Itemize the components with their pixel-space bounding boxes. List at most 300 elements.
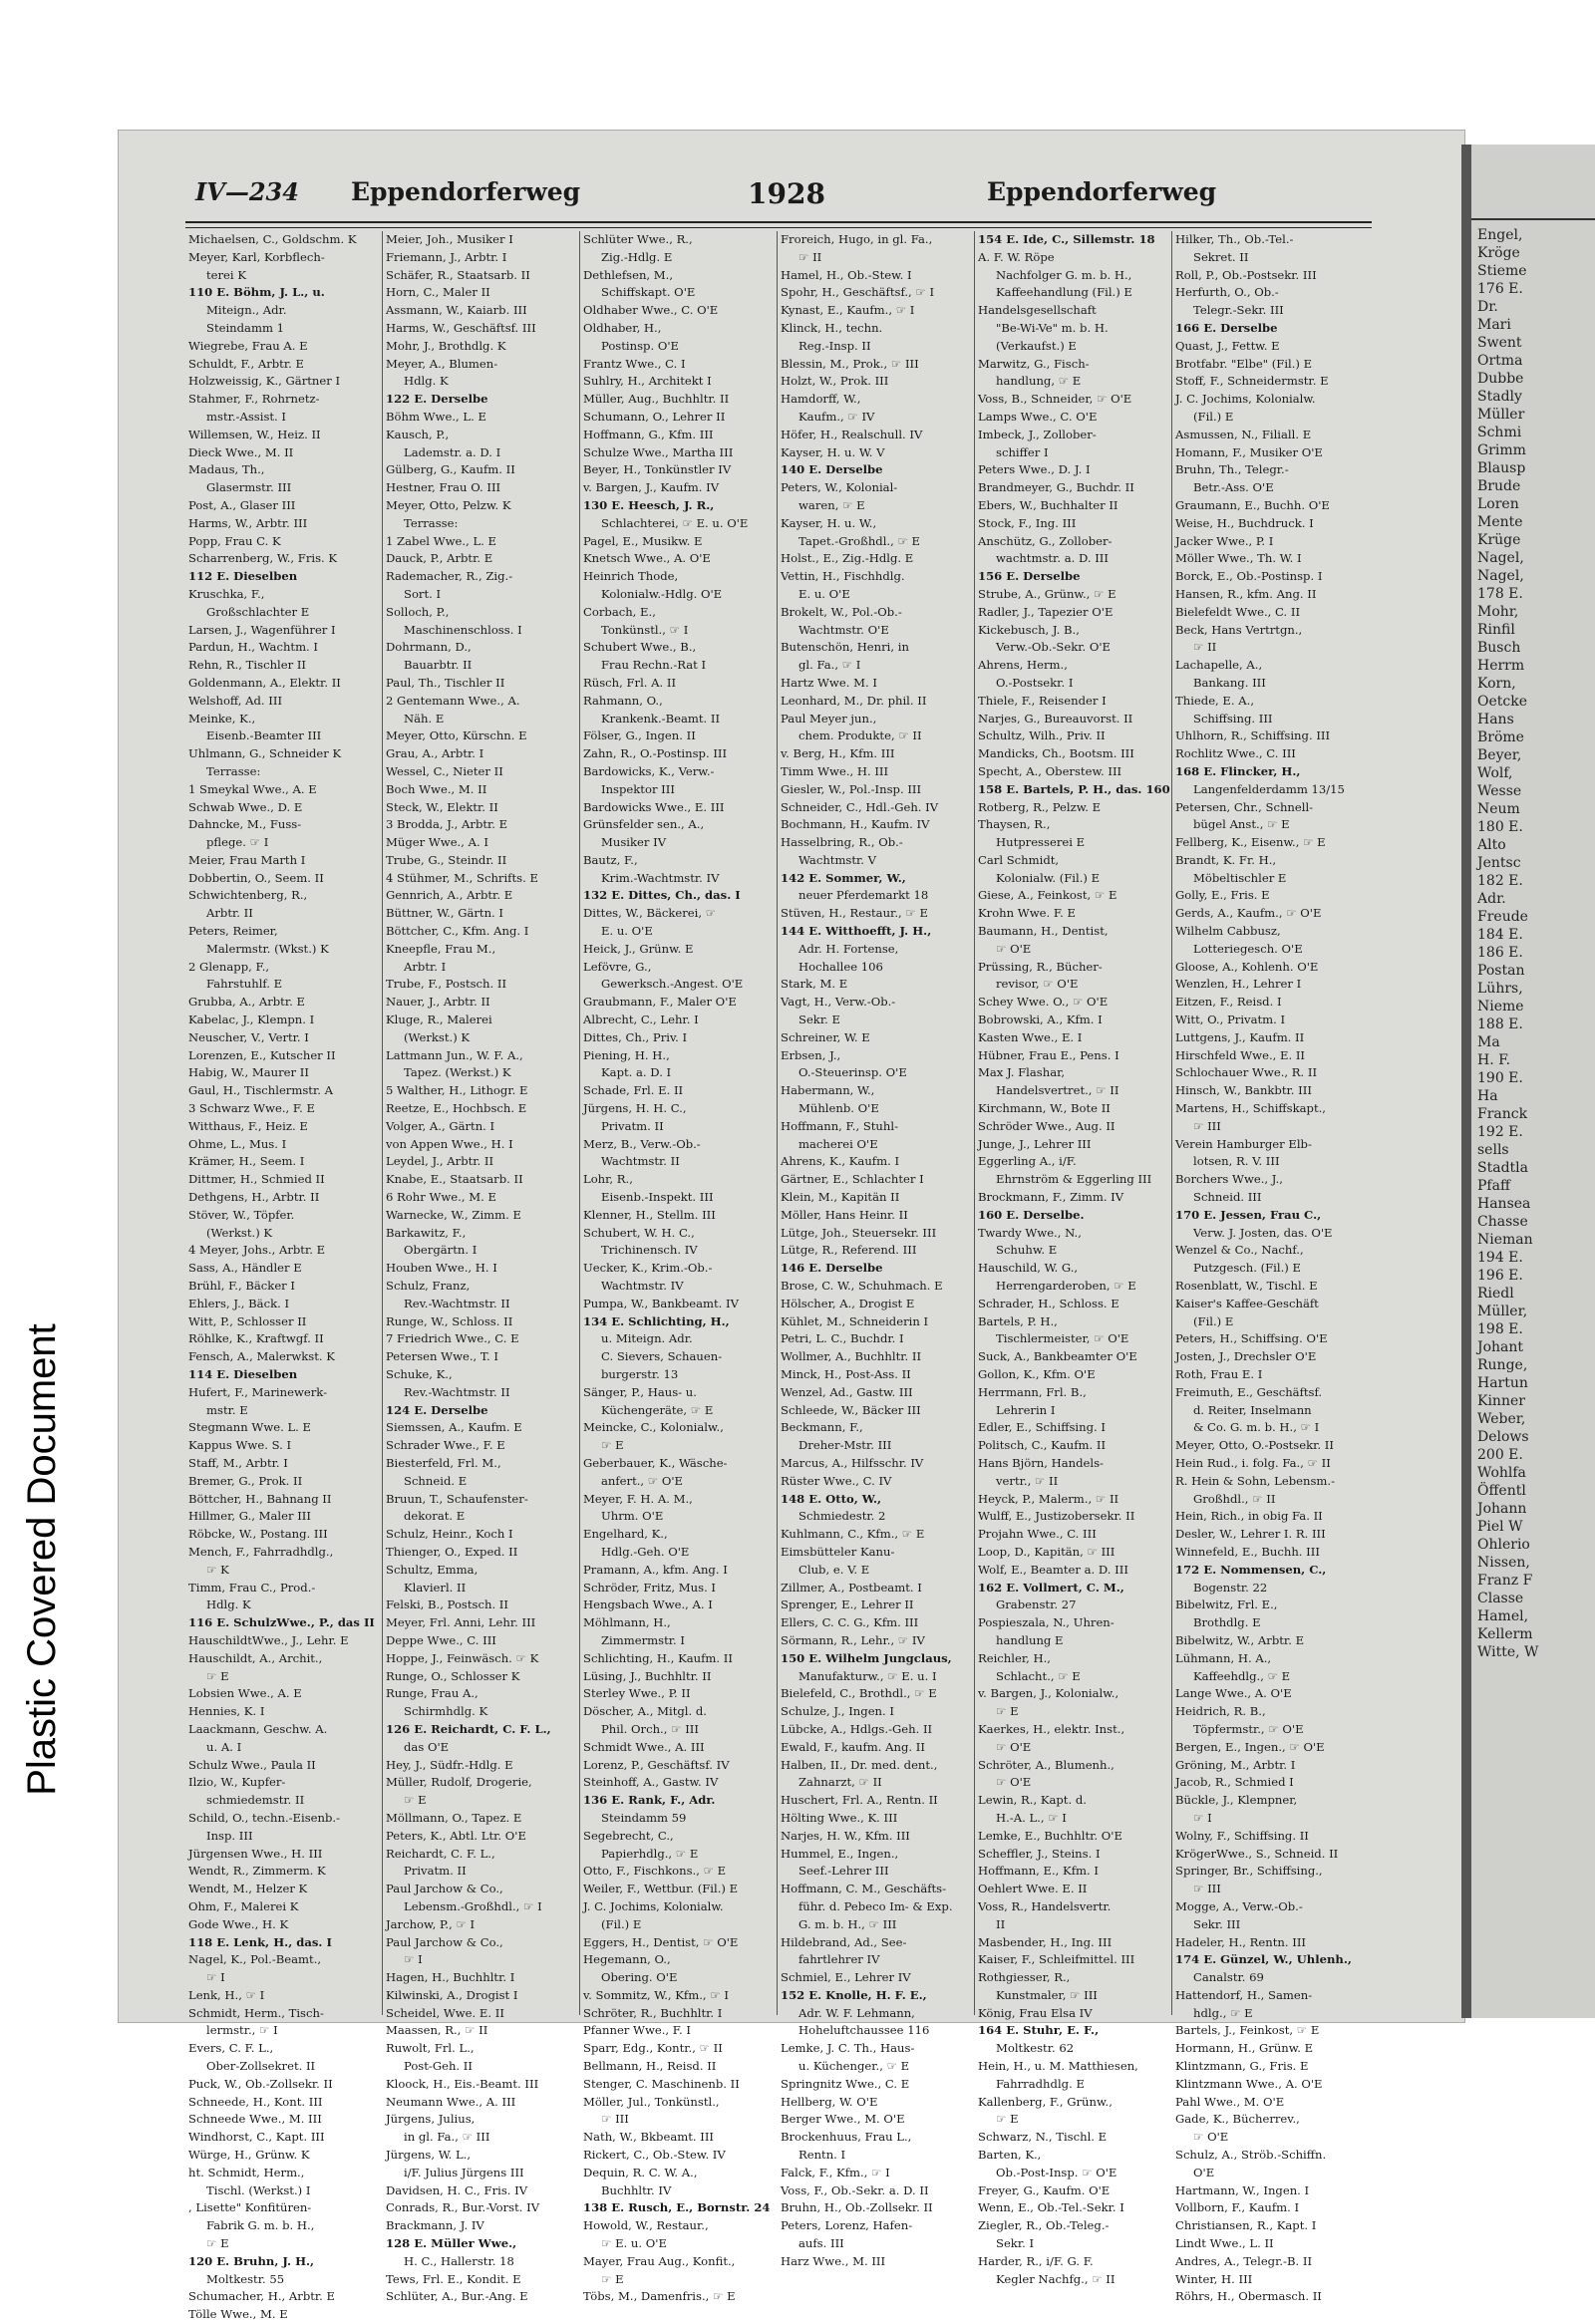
directory-entry: Brühl, F., Bäcker I xyxy=(188,1279,295,1294)
directory-entry: Scharrenberg, W., Fris. K xyxy=(188,551,338,566)
directory-entry: Zig.-Hdlg. E xyxy=(601,249,673,264)
directory-entry: Kolonialw.-Hdlg. O'E xyxy=(601,586,723,601)
directory-entry: 126 E. Reichardt, C. F. L., xyxy=(386,1721,551,1736)
directory-entry: Hutpresserei E xyxy=(996,835,1086,850)
adjacent-page-line: Hartun xyxy=(1477,1375,1528,1391)
directory-entry: Rochlitz Wwe., C. III xyxy=(1175,746,1296,761)
directory-entry: v. Bargen, J., Kolonialw., xyxy=(978,1686,1119,1701)
directory-entry: Schröder Wwe., Aug. II xyxy=(978,1118,1116,1133)
directory-entry: handlung E xyxy=(996,1632,1064,1647)
directory-entry: Borck, E., Ob.-Postinsp. I xyxy=(1175,569,1323,584)
directory-entry: Desler, W., Lehrer I. R. III xyxy=(1175,1527,1326,1542)
directory-entry: Schlachterei, ☞ E. u. O'E xyxy=(601,515,749,530)
directory-entry: Lademstr. a. D. I xyxy=(404,444,501,459)
directory-entry: Lorenzen, E., Kutscher II xyxy=(188,1047,336,1062)
directory-entry: Hildebrand, Ad., See- xyxy=(781,1934,907,1949)
directory-entry: ☞ I xyxy=(206,1970,225,1985)
directory-entry: 146 E. Derselbe xyxy=(781,1261,883,1276)
directory-entry: Kuhlmann, C., Kfm., ☞ E xyxy=(781,1527,925,1542)
directory-column-6 xyxy=(1172,231,1370,2304)
directory-entry: 156 E. Derselbe xyxy=(978,569,1081,584)
directory-entry: Harms, W., Geschäftsf. III xyxy=(386,320,536,335)
directory-entry: Knetsch Wwe., A. O'E xyxy=(583,551,711,566)
directory-entry: Hoffmann, G., Kfm. III xyxy=(583,427,714,441)
directory-entry: Hirschfeld Wwe., E. II xyxy=(1175,1047,1305,1062)
directory-entry: 142 E. Sommer, W., xyxy=(781,870,906,885)
directory-entry: Paul Jarchow & Co., xyxy=(386,1882,503,1896)
directory-entry: Otto, F., Fischkons., ☞ E xyxy=(583,1864,727,1879)
directory-entry: Halben, II., Dr. med. dent., xyxy=(781,1757,938,1772)
directory-entry: Prüssing, R., Bücher- xyxy=(978,959,1103,974)
directory-entry: Edler, E., Schiffsing. I xyxy=(978,1420,1106,1435)
directory-entry: Röhlke, K., Kraftwgf. II xyxy=(188,1331,324,1346)
directory-entry: E. u. O'E xyxy=(601,924,653,939)
directory-entry: R. Hein & Sohn, Lebensm.- xyxy=(1175,1473,1336,1488)
directory-entry: fahrtlehrer IV xyxy=(798,1952,880,1967)
directory-entry: Klenner, H., Stellm. III xyxy=(583,1207,716,1222)
directory-entry: Schlacht., ☞ E xyxy=(996,1668,1081,1683)
directory-entry: Thienger, O., Exped. II xyxy=(386,1544,518,1559)
directory-entry: Puck, W., Ob.-Zollsekr. II xyxy=(188,2076,333,2091)
adjacent-page-line: Weber, xyxy=(1477,1411,1526,1427)
adjacent-page-line: Hans xyxy=(1477,712,1514,727)
directory-entry: Hoffmann, E., Kfm. I xyxy=(978,1864,1099,1879)
directory-entry: Winnefeld, E., Buchh. III xyxy=(1175,1544,1320,1559)
directory-entry: Wachtmstr. V xyxy=(798,852,877,867)
directory-entry: 4 Stühmer, M., Schrifts. E xyxy=(386,870,538,885)
directory-entry: lotsen, R. V. III xyxy=(1193,1154,1280,1169)
directory-entry: Petri, L. C., Buchdr. I xyxy=(781,1331,904,1346)
directory-entry: Mogge, A., Verw.-Ob.- xyxy=(1175,1898,1303,1913)
directory-entry: Buchhltr. IV xyxy=(601,2182,672,2197)
directory-entry: Narjes, G., Bureauvorst. II xyxy=(978,711,1133,726)
adjacent-page-line: Ma xyxy=(1477,1034,1500,1050)
directory-entry: Bardowicks, K., Verw.- xyxy=(583,763,715,778)
adjacent-page-line: 184 E. xyxy=(1477,927,1523,943)
directory-entry: Voss, B., Schneider, ☞ O'E xyxy=(978,392,1132,407)
directory-entry: Schulze Wwe., Martha III xyxy=(583,444,734,459)
directory-entry: Eimsbütteler Kanu- xyxy=(781,1544,895,1559)
directory-entry: Maassen, R., ☞ II xyxy=(386,2023,488,2038)
directory-entry: Assmann, W., Kaiarb. III xyxy=(386,303,527,318)
directory-entry: Krohn Wwe. F. E xyxy=(978,906,1076,921)
directory-entry: Beyer, H., Tonkünstler IV xyxy=(583,462,732,477)
adjacent-page-line: Kinner xyxy=(1477,1393,1525,1409)
directory-entry: Bruhn, Th., Telegr.- xyxy=(1175,462,1289,477)
directory-entry: ☞ O'E xyxy=(996,1739,1032,1754)
directory-entry: Moltkestr. 62 xyxy=(996,2041,1075,2056)
directory-entry: Müller, Aug., Buchhltr. II xyxy=(583,392,730,407)
directory-entry: Nagel, K., Pol.-Beamt., xyxy=(188,1952,322,1967)
directory-entry: Eisenb.-Inspekt. III xyxy=(601,1190,714,1205)
directory-entry: Bibelwitz, W., Arbtr. E xyxy=(1175,1632,1305,1647)
directory-entry: Springer, Br., Schiffsing., xyxy=(1175,1864,1323,1879)
directory-entry: 5 Walther, H., Lithogr. E xyxy=(386,1083,528,1098)
directory-entry: Ebers, W., Buchhalter II xyxy=(978,497,1118,512)
adjacent-page-line: Bröme xyxy=(1477,729,1524,745)
directory-entry: Stöver, W., Töpfer. xyxy=(188,1207,295,1222)
page-header xyxy=(189,177,1376,217)
directory-entry: Stock, F., Ing. III xyxy=(978,515,1077,530)
directory-entry: Uhlhorn, R., Schiffsing. III xyxy=(1175,728,1331,743)
adjacent-page-line: 194 E. xyxy=(1477,1250,1523,1266)
directory-entry: Hinsch, W., Bankbtr. III xyxy=(1175,1083,1312,1098)
directory-entry: Adr. H. Fortense, xyxy=(798,941,899,956)
directory-entry: Hdlg.-Geh. O'E xyxy=(601,1544,690,1559)
directory-entry: Privatm. II xyxy=(601,1118,664,1133)
directory-entry: ☞ II xyxy=(798,249,822,264)
directory-entry: Post, A., Glaser III xyxy=(188,497,296,512)
directory-entry: Popp, Frau C. K xyxy=(188,533,281,548)
directory-entry: Töbs, M., Damenfris., ☞ E xyxy=(583,2289,736,2304)
directory-entry: Kasten Wwe., E. I xyxy=(978,1029,1083,1044)
directory-entry: Töpfermstr., ☞ O'E xyxy=(1193,1721,1304,1736)
directory-entry: Lebensm.-Großhdl., ☞ I xyxy=(404,1898,542,1913)
directory-entry: Manufakturw., ☞ E. u. I xyxy=(798,1668,937,1683)
directory-entry: chem. Produkte, ☞ II xyxy=(798,728,922,743)
directory-entry: Hoffmann, F., Stuhl- xyxy=(781,1118,898,1133)
directory-entry: Hasselbring, R., Ob.- xyxy=(781,835,903,850)
directory-entry: Barten, K., xyxy=(978,2148,1042,2163)
directory-entry: Gennrich, A., Arbtr. E xyxy=(386,888,513,903)
directory-entry: Schwarz, N., Tischl. E xyxy=(978,2130,1108,2145)
directory-entry: Steck, W., Elektr. II xyxy=(386,799,498,814)
adjacent-page-line: Nagel, xyxy=(1477,550,1524,566)
directory-entry: i/F. Julius Jürgens III xyxy=(404,2165,524,2179)
directory-entry: Ahrens, Herm., xyxy=(978,658,1068,673)
directory-entry: ☞ O'E xyxy=(996,941,1032,956)
directory-entry: Schubert, W. H. C., xyxy=(583,1225,695,1240)
directory-entry: Pahl Wwe., M. O'E xyxy=(1175,2094,1285,2109)
directory-entry: Vettin, H., Fischhdlg. xyxy=(781,569,905,584)
adjacent-page-line: Swent xyxy=(1477,335,1522,351)
directory-entry: Minck, H., Post-Ass. II xyxy=(781,1367,911,1381)
directory-entry: Max J. Flashar, xyxy=(978,1065,1066,1080)
directory-entry: Scheidel, Wwe. E. II xyxy=(386,2005,504,2020)
directory-entry: Rahmann, O., xyxy=(583,693,663,708)
directory-entry: Friemann, J., Arbtr. I xyxy=(386,249,507,264)
adjacent-page-line: Wohlfa xyxy=(1477,1465,1526,1481)
directory-entry: Horn, C., Maler II xyxy=(386,285,490,300)
directory-entry: HauschildtWwe., J., Lehr. E xyxy=(188,1632,349,1647)
adjacent-page-line: Krüge xyxy=(1477,532,1521,548)
directory-entry: Staff, M., Arbtr. I xyxy=(188,1455,288,1470)
directory-entry: Homann, F., Musiker O'E xyxy=(1175,444,1323,459)
adjacent-page-line: Stadly xyxy=(1477,389,1522,405)
directory-entry: Kabelac, J., Klempn. I xyxy=(188,1013,315,1027)
directory-entry: Albrecht, C., Lehr. I xyxy=(583,1013,699,1027)
directory-entry: Kaufm., ☞ IV xyxy=(798,409,875,424)
directory-entry: handlung, ☞ E xyxy=(996,374,1082,389)
directory-entry: 114 E. Dieselben xyxy=(188,1367,298,1381)
directory-entry: Rüster Wwe., C. IV xyxy=(781,1473,892,1488)
adjacent-page-line: 178 E. xyxy=(1477,586,1523,602)
directory-entry: Hey, J., Südfr.-Hdlg. E xyxy=(386,1757,513,1772)
directory-entry: Büttner, W., Gärtn. I xyxy=(386,906,504,921)
directory-entry: Marcus, A., Hilfsschr. IV xyxy=(781,1455,924,1470)
directory-entry: 1 Smeykal Wwe., A. E xyxy=(188,781,317,796)
directory-entry: Schuldt, F., Arbtr. E xyxy=(188,356,304,371)
adjacent-page-line: Stieme xyxy=(1477,263,1527,279)
directory-entry: Dittes, Ch., Priv. I xyxy=(583,1029,688,1044)
directory-entry: lermstr., ☞ I xyxy=(206,2023,278,2038)
directory-entry: Kloock, H., Eis.-Beamt. III xyxy=(386,2076,539,2091)
directory-entry: Giese, A., Feinkost, ☞ E xyxy=(978,888,1117,903)
directory-entry: Hormann, H., Grünw. E xyxy=(1175,2041,1314,2056)
directory-entry: Larsen, J., Wagenführer I xyxy=(188,622,336,637)
directory-entry: Thaysen, R., xyxy=(978,817,1051,832)
directory-entry: Kapt. a. D. I xyxy=(601,1065,672,1080)
directory-entry: Hellberg, W. O'E xyxy=(781,2094,878,2109)
directory-entry: Lachapelle, A., xyxy=(1175,658,1263,673)
directory-entry: 110 E. Böhm, J. L., u. xyxy=(188,285,325,300)
adjacent-page-line: 200 E. xyxy=(1477,1447,1523,1463)
adjacent-page-line: Schmi xyxy=(1477,425,1522,440)
directory-entry: Peters, W., Kolonial- xyxy=(781,480,898,495)
directory-entry: Schlochauer Wwe., R. II xyxy=(1175,1065,1318,1080)
directory-entry: Jürgensen Wwe., H. III xyxy=(188,1846,323,1861)
directory-entry: Meyer, A., Blumen- xyxy=(386,356,498,371)
directory-entry: Roll, P., Ob.-Postsekr. III xyxy=(1175,267,1317,282)
directory-entry: Herrengarderoben, ☞ E xyxy=(996,1279,1136,1294)
adjacent-page-line: Mente xyxy=(1477,514,1523,530)
directory-entry: Bartels, J., Feinkost, ☞ E xyxy=(1175,2023,1320,2038)
directory-entry: Ehlers, J., Bäck. I xyxy=(188,1296,290,1310)
directory-entry: Freyer, G., Kaufm. O'E xyxy=(978,2182,1111,2197)
directory-entry: Rothgiesser, R., xyxy=(978,1970,1071,1985)
directory-entry: Ober-Zollsekret. II xyxy=(206,2059,316,2074)
directory-entry: Böttcher, H., Bahnang II xyxy=(188,1491,332,1506)
directory-entry: Pumpa, W., Bankbeamt. IV xyxy=(583,1296,740,1310)
directory-entry: Kaiser's Kaffee-Geschäft xyxy=(1175,1296,1319,1310)
directory-entry: neuer Pferdemarkt 18 xyxy=(798,888,929,903)
directory-entry: Strube, A., Grünw., ☞ E xyxy=(978,586,1116,601)
adjacent-page-line: Kellerm xyxy=(1477,1626,1533,1642)
directory-entry: Schwichtenberg, R., xyxy=(188,888,308,903)
directory-entry: Handelsgesellschaft xyxy=(978,303,1097,318)
directory-entry: Leonhard, M., Dr. phil. II xyxy=(781,693,927,708)
directory-entry: Harder, R., i/F. G. F. xyxy=(978,2253,1094,2268)
directory-entry: & Co. G. m. b. H., ☞ I xyxy=(1193,1420,1320,1435)
directory-entry: Graumann, E., Buchh. O'E xyxy=(1175,497,1330,512)
adjacent-page-line: Stadtla xyxy=(1477,1160,1528,1176)
adjacent-page-line: Engel, xyxy=(1477,227,1523,243)
directory-entry: Canalstr. 69 xyxy=(1193,1970,1264,1985)
adjacent-page-line: Herrm xyxy=(1477,658,1525,674)
directory-entry: Möhlmann, H., xyxy=(583,1615,671,1630)
directory-entry: Bibelwitz, Frl. E., xyxy=(1175,1598,1278,1612)
directory-entry: Schröter, R., Buchhltr. I xyxy=(583,2005,723,2020)
adjacent-page-line: Freude xyxy=(1477,909,1528,925)
directory-entry: Zimmermstr. I xyxy=(601,1632,685,1647)
directory-entry: Gewerksch.-Angest. O'E xyxy=(601,977,744,992)
adjacent-page-line: Ortma xyxy=(1477,353,1523,369)
directory-entry: Schlüter Wwe., R., xyxy=(583,232,693,246)
directory-columns xyxy=(185,231,1372,2322)
directory-entry: Sekr. E xyxy=(798,1013,840,1027)
directory-entry: Stenger, C. Maschinenb. II xyxy=(583,2076,740,2091)
directory-entry: Wessel, C., Nieter II xyxy=(386,763,503,778)
directory-entry: 1 Zabel Wwe., L. E xyxy=(386,533,496,548)
directory-entry: G. m. b. H., ☞ III xyxy=(798,1916,897,1931)
directory-entry: Meyer, F. H. A. M., xyxy=(583,1491,693,1506)
directory-entry: Schild, O., techn.-Eisenb.- xyxy=(188,1810,341,1825)
directory-entry: Pfanner Wwe., F. I xyxy=(583,2023,691,2038)
directory-entry: Gülberg, G., Kaufm. II xyxy=(386,462,515,477)
directory-entry: Barkawitz, F., xyxy=(386,1225,467,1240)
directory-entry: Solloch, P., xyxy=(386,604,450,619)
directory-entry: Peters Wwe., D. J. I xyxy=(978,462,1091,477)
directory-entry: Frantz Wwe., C. I xyxy=(583,356,686,371)
directory-entry: Kayser, H. u. W., xyxy=(781,515,877,530)
adjacent-page-line: 190 E. xyxy=(1477,1070,1523,1086)
adjacent-page-line: Lührs, xyxy=(1477,981,1523,997)
adjacent-page-line: Mari xyxy=(1477,317,1511,333)
directory-entry: Uhlmann, G., Schneider K xyxy=(188,746,342,761)
directory-entry: Petersen Wwe., T. I xyxy=(386,1349,498,1364)
directory-entry: Bobrowski, A., Kfm. I xyxy=(978,1013,1103,1027)
directory-entry: Sterley Wwe., P. II xyxy=(583,1686,691,1701)
directory-year: 1928 xyxy=(748,177,825,210)
directory-entry: Kluge, R., Malerei xyxy=(386,1013,492,1027)
directory-entry: Christiansen, R., Kapt. I xyxy=(1175,2218,1317,2233)
directory-entry: (Fil.) E xyxy=(1193,409,1234,424)
directory-entry: Vollborn, F., Kaufm. I xyxy=(1175,2200,1300,2215)
directory-entry: Mayer, Frau Aug., Konfit., xyxy=(583,2253,736,2268)
directory-entry: Jürgens, Julius, xyxy=(386,2112,476,2127)
directory-entry: Bardowicks Wwe., E. III xyxy=(583,799,725,814)
directory-entry: Hillmer, G., Maler III xyxy=(188,1509,311,1524)
directory-entry: ☞ E xyxy=(206,2236,229,2251)
directory-entry: Winter, H. III xyxy=(1175,2271,1253,2286)
directory-entry: Grünsfelder sen., A., xyxy=(583,817,705,832)
directory-entry: Brokelt, W., Pol.-Ob.- xyxy=(781,604,902,619)
directory-entry: Oehlert Wwe. E. II xyxy=(978,1882,1088,1896)
adjacent-page-line: Hansea xyxy=(1477,1196,1531,1212)
adjacent-page-line: Wesse xyxy=(1477,783,1522,799)
directory-entry: Conrads, R., Bur.-Vorst. IV xyxy=(386,2200,540,2215)
directory-entry: Kaffeehdlg., ☞ E xyxy=(1193,1668,1291,1683)
directory-entry: Dethgens, H., Arbtr. II xyxy=(188,1190,320,1205)
directory-entry: Großhdl., ☞ II xyxy=(1193,1491,1276,1506)
directory-entry: Rotberg, R., Pelzw. E xyxy=(978,799,1102,814)
directory-entry: Kegler Nachfg., ☞ II xyxy=(996,2271,1116,2286)
directory-entry: Böttcher, C., Kfm. Ang. I xyxy=(386,924,529,939)
directory-entry: Specht, A., Oberstew. III xyxy=(978,763,1122,778)
directory-entry: Meyer, Otto, Kürschn. E xyxy=(386,728,527,743)
directory-entry: Schade, Frl. E. II xyxy=(583,1083,684,1098)
directory-entry: Schultz, Emma, xyxy=(386,1562,478,1577)
directory-entry: Neuscher, V., Vertr. I xyxy=(188,1029,309,1044)
directory-column-1 xyxy=(185,231,383,2322)
directory-entry: Brockmann, F., Zimm. IV xyxy=(978,1190,1124,1205)
directory-entry: aufs. III xyxy=(798,2236,844,2251)
directory-entry: (Verkaufst.) E xyxy=(996,338,1077,353)
directory-entry: Politsch, C., Kaufm. II xyxy=(978,1438,1107,1453)
directory-entry: Blessin, M., Prok., ☞ III xyxy=(781,356,919,371)
directory-entry: Kaerkes, H., elektr. Inst., xyxy=(978,1721,1125,1736)
page-number: IV—234 xyxy=(195,177,299,206)
directory-entry: Verein Hamburger Elb- xyxy=(1175,1136,1312,1151)
directory-entry: Würge, H., Grünw. K xyxy=(188,2148,310,2163)
directory-entry: Golly, E., Fris. E xyxy=(1175,888,1270,903)
directory-entry: Rüsch, Frl. A. II xyxy=(583,675,677,690)
directory-entry: Imbeck, J., Zollober- xyxy=(978,427,1097,441)
directory-entry: Bogenstr. 22 xyxy=(1193,1580,1268,1595)
directory-entry: 128 E. Müller Wwe., xyxy=(386,2236,517,2251)
directory-entry: Ilzio, W., Kupfer- xyxy=(188,1775,286,1790)
adjacent-page-line: Adr. xyxy=(1477,891,1506,907)
directory-entry: Holst., E., Zig.-Hdlg. E xyxy=(781,551,914,566)
directory-entry: dekorat. E xyxy=(404,1509,466,1524)
street-title-left: Eppendorferweg xyxy=(351,177,581,206)
directory-entry: Bellmann, H., Reisd. II xyxy=(583,2059,717,2074)
directory-entry: hdlg., ☞ E xyxy=(1193,2005,1253,2020)
directory-column-4 xyxy=(778,231,975,2268)
directory-entry: Hestner, Frau O. III xyxy=(386,480,501,495)
directory-entry: ☞ O'E xyxy=(996,1775,1032,1790)
directory-entry: Peters, K., Abtl. Ltr. O'E xyxy=(386,1828,526,1843)
directory-entry: Fahrradhdlg. E xyxy=(996,2076,1085,2091)
directory-entry: Sekret. II xyxy=(1193,249,1249,264)
directory-entry: Schulz, A., Ströb.-Schiffn. xyxy=(1175,2148,1327,2163)
directory-entry: in gl. Fa., ☞ III xyxy=(404,2130,490,2145)
directory-entry: Howold, W., Restaur., xyxy=(583,2218,709,2233)
directory-entry: O.-Steuerinsp. O'E xyxy=(798,1065,907,1080)
directory-entry: Privatm. II xyxy=(404,1864,467,1879)
directory-entry: Oldhaber Wwe., C. O'E xyxy=(583,303,719,318)
directory-entry: Hartmann, W., Ingen. I xyxy=(1175,2182,1310,2197)
directory-entry: Schwab Wwe., D. E xyxy=(188,799,303,814)
directory-entry: Lobsien Wwe., A. E xyxy=(188,1686,302,1701)
street-title-right: Eppendorferweg xyxy=(987,177,1217,206)
directory-entry: Fellberg, K., Eisenw., ☞ E xyxy=(1175,835,1326,850)
directory-entry: Insp. III xyxy=(206,1828,253,1843)
directory-entry: 136 E. Rank, F., Adr. xyxy=(583,1793,716,1808)
directory-entry: Kilwinski, A., Drogist I xyxy=(386,1987,518,2002)
directory-entry: Suck, A., Bankbeamter O'E xyxy=(978,1349,1137,1364)
directory-entry: Dethlefsen, M., xyxy=(583,267,674,282)
directory-entry: Schulz, Heinr., Koch I xyxy=(386,1527,513,1542)
directory-entry: Kayser, H. u. W. V xyxy=(781,444,885,459)
directory-entry: Ziegler, R., Ob.-Teleg.- xyxy=(978,2218,1110,2233)
directory-entry: Hdlg. K xyxy=(404,374,449,389)
directory-entry: Rademacher, R., Zig.- xyxy=(386,569,513,584)
directory-entry: Schlichting, H., Kaufm. II xyxy=(583,1650,733,1665)
directory-entry: Schlüter, A., Bur.-Ang. E xyxy=(386,2289,528,2304)
directory-entry: 152 E. Knolle, H. F. E., xyxy=(781,1987,927,2002)
adjacent-page-line: Rinfil xyxy=(1477,622,1515,638)
directory-entry: Hein Rud., i. folg. Fa., ☞ II xyxy=(1175,1455,1331,1470)
directory-entry: J. C. Jochims, Kolonialw. xyxy=(583,1898,724,1913)
directory-entry: Goldenmann, A., Elektr. II xyxy=(188,675,341,690)
directory-entry: Hamdorff, W., xyxy=(781,392,861,407)
directory-entry: Krämer, H., Seem. I xyxy=(188,1154,305,1169)
adjacent-page-line: Dr. xyxy=(1477,299,1498,315)
directory-entry: Harms, W., Arbtr. III xyxy=(188,515,308,530)
directory-entry: Peters, H., Schiffsing. O'E xyxy=(1175,1331,1328,1346)
adjacent-page-line: Dubbe xyxy=(1477,371,1524,387)
directory-entry: ☞ E xyxy=(996,2112,1019,2127)
directory-entry: 130 E. Heesch, J. R., xyxy=(583,497,715,512)
directory-entry: u. Küchenger., ☞ E xyxy=(798,2059,910,2074)
directory-entry: Dittes, W., Bäckerei, ☞ xyxy=(583,906,717,921)
directory-entry: Moltkestr. 55 xyxy=(206,2271,285,2286)
directory-entry: führ. d. Pebeco Im- & Exp. xyxy=(798,1898,953,1913)
directory-entry: Krim.-Wachtmstr. IV xyxy=(601,870,720,885)
adjacent-page-line: 188 E. xyxy=(1477,1017,1523,1032)
directory-entry: Schiffsing. III xyxy=(1193,711,1273,726)
